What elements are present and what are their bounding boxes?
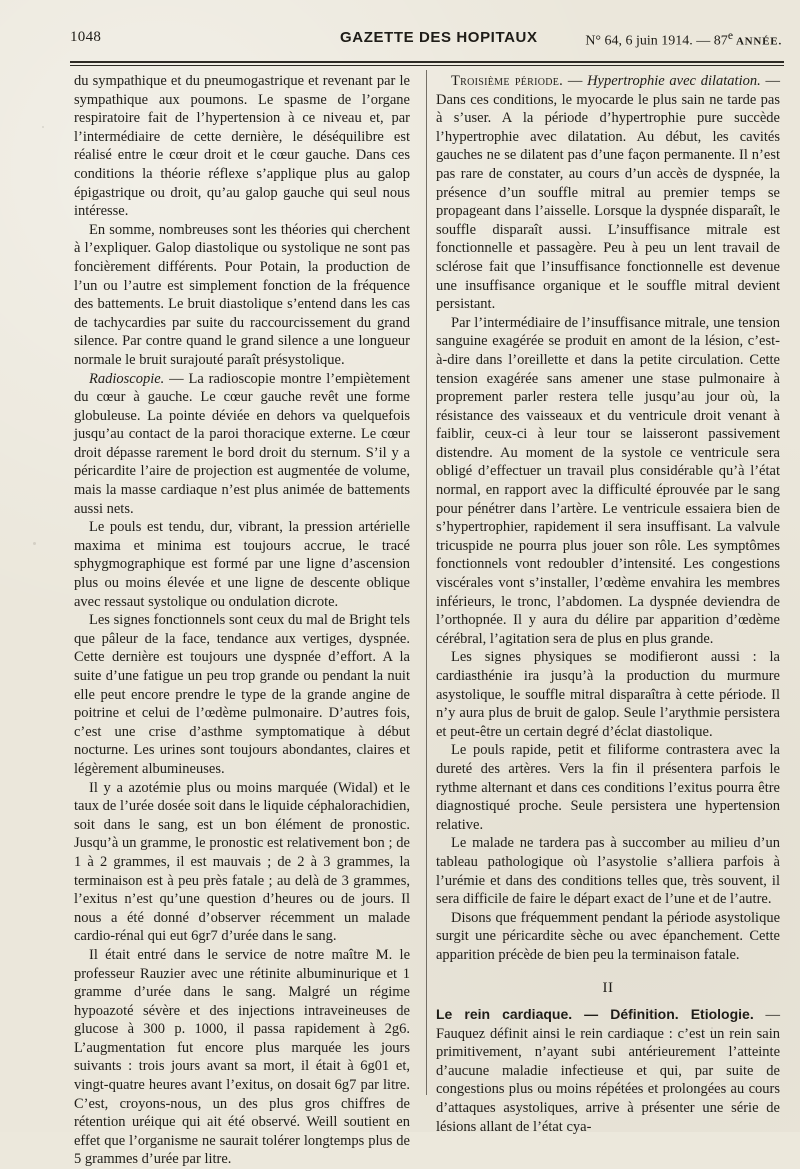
paper-speck — [42, 126, 44, 128]
header-rule-thin — [70, 65, 784, 66]
right-paragraph-5: Le malade ne tardera pas à succomber au milieu d’un tableau pathologique où l’asystolie s’alliera parfois à l’urémie et dans des conditions telles que, très souvent, il sera difficile de faire le départ exact de l’une et de l’autre. — [436, 835, 780, 908]
third-period-text: — Dans ces conditions, le myocarde le plus sain ne tarde pas à s’user. A la période d’hypertrophie pure succède l’hypertrophie avec dilatation. Au début, les cavités gauches ne se dilatent pas d’une façon permanente. Il n’est pas rare de constater, au cours d’un accès de dyspnée, la présence d’un souffle mitral au premier temps se propageant dans l’aisselle. Lorsque la dyspnée disparaît, le souffle disparaît aussi. L’insuffisance mitrale est fonctionnelle et passagère. Peu à peu un lent travail de sclérose fait que l’insuffisance fonctionnelle est devenue une insuffisance organique et le souffle mitral devient persistant. — [436, 73, 780, 313]
left-paragraph-3 — [74, 370, 410, 519]
header-rule-thick — [70, 61, 784, 63]
journal-title: GAZETTE DES HOPITAUX — [340, 29, 538, 46]
left-paragraph-7: Il était entré dans le service de notre maître M. le professeur Rauzier avec une rétinite albuminurique et 1 gramme d’urée dans le sang. Malgré un régime hypoazoté sévère et des injections intraveineuses de glucose à 300 p. 1000, il passa rapidement à 2g6. L’augmentation fut encore plus marquée les jours suivants : trois jours avant sa mort, il était à 6g01 et, vingt-quatre heures avant l’exitus, on dosait 6g7 par litre. C’est, croyons-nous, un des plus gros chiffres de rétention uréique qui ait été observé. Weill soutient en effet que l’organisme ne saurait tolérer longtemps plus de 5 grammes d’urée par litre. — [74, 946, 410, 1168]
right-paragraph-3: Les signes physiques se modifieront aussi : la cardiasthénie ira jusqu’à la production du murmure asystolique, le souffle mitral disparaîtra à cette période. Il n’y aura plus de bruit de galop. Seule l’arythmie persistera et peut-être un certain degré d’éclat diastolique. — [436, 649, 780, 740]
third-period-label: Troisième période. — [451, 73, 564, 89]
left-paragraph-4: Le pouls est tendu, dur, vibrant, la pression artérielle maxima et minima est toujours accrue, le tracé sphygmographique est formé par une ligne d’ascension plus ou moins élevée et une ligne de descente oblique avec ressaut systolique ou ondulation dicrote. — [74, 519, 410, 610]
right-paragraph-7 — [436, 1005, 780, 1136]
paper-speck — [711, 1027, 713, 1029]
section-numeral: II — [602, 979, 614, 996]
right-paragraph-4: Le pouls rapide, petit et filiforme contrastera avec la dureté des artères. Vers la fin il présentera parfois le rythme alternant et dans ces conditions l’exitus pourra être diagnostiqué proche. Seule persistera une hypertension relative. — [436, 742, 780, 833]
page-header — [70, 29, 782, 53]
issue-suffix: ANNÉE. — [733, 35, 782, 48]
left-paragraph-5: Les signes fonctionnels sont ceux du mal de Bright tels que pâleur de la face, tendance aux vertiges, dyspnée. Cette dernière est toujours une dyspnée d’effort. A la suite d’une fatigue un peu trop grande ou pendant la nuit elle peut encore prendre le type de la grande angine de poitrine et celui de l’œdème pulmonaire. D’autres fois, c’est une crise d’asthme symptomatique à début nocturne. Les urines sont toujours abondantes, claires et légèrement albumineuses. — [74, 612, 410, 777]
cardiac-kidney-title: Le rein cardiaque. — Définition. Etiologie. — [436, 1006, 754, 1023]
issue-suffix-superscript: e — [727, 29, 733, 42]
column-divider — [426, 70, 427, 1095]
paper-speck — [771, 781, 773, 783]
cardiac-kidney-text: — Fauquez définit ainsi le rein cardiaque : c’est un rein sain primitivement, n’ayant subi antérieurement l’atteinte d’aucune maladie infectieuse et qui, par suite de congestions plus ou moins répétées et prolongées au cours d’attaques asystoliques, arrive à présenter une série de lésions allant de l’état cya- — [436, 1007, 780, 1135]
right-column — [436, 72, 780, 1136]
page-number: 1048 — [70, 29, 102, 45]
right-paragraph-6: Disons que fréquemment pendant la période asystolique surgit une péricardite sèche ou avec épanchement. Cette apparition précède de bien peu la terminaison fatale. — [436, 909, 780, 963]
paper-speck — [33, 542, 36, 545]
issue-prefix: N° 64, 6 juin 1914. — 87 — [585, 33, 728, 49]
left-column — [74, 72, 410, 1169]
paper-speck — [606, 1108, 609, 1110]
left-paragraph-1: du sympathique et du pneumogastrique et revenant par le sympathique aux poumons. Le spasme de l’organe respiratoire fait de l’hypertension à ce niveau et, par l’intermédiaire de cette dernière, le déséquilibre est réalisé entre le cœur droit et le cœur gauche. Dans ces conditions la théorie réflexe s’applique plus au galop épigastrique ou droit, qu’au galop gauche qui seul nous intéresse. — [74, 73, 410, 220]
radioscopy-label: Radioscopie. — [89, 370, 165, 387]
left-paragraph-2: En somme, nombreuses sont les théories qui cherchent à l’expliquer. Galop diastolique ou systolique ne sont pas foncièrement différents. Pour Potain, la production de l’un ou l’autre est simplement fonction de la fréquence des battements. Le bruit diastolique s’entend dans les cas de tachycardies par suite du raccourcissement du grand silence. Par contre quand le grand silence a une longueur normale le bruit surajouté paraît présystolique. — [74, 221, 410, 368]
right-paragraph-2: Par l’intermédiaire de l’insuffisance mitrale, une tension sanguine exagérée se produit en amont de la lésion, c’est-à-dire dans l’oreillette et dans la petite circulation. Cette tension exagérée sans amener une stase pulmonaire à proprement parler restera telle jusqu’au jour où, la résistance des vaisseaux et du ventricule droit venant à faiblir, ceux-ci à leur tour se laisseront passivement distendre. Au moment de la systole ce ventricule sera obligé d’effectuer un travail plus considérable qu’à l’état normal, en rapport avec la difficulté éprouvée par le sang pour pénétrer dans l’artère. Le ventricule essaiera bien de s’hypertrophier, rapidement il sera insuffisant. La valvule tricuspide ne pourra plus jouer son rôle. Les symptômes fonctionnels vont redoubler d’intensité. Les congestions viscérales vont s’installer, l’œdème envahira les membres inférieurs, le tronc, l’abdomen. La dyspnée deviendra de l’orthopnée. Il y aura du délire par apparition d’œdème cérébral, l’agitation sera de plus en plus grande. — [436, 314, 780, 647]
left-paragraph-6: Il y a azotémie plus ou moins marquée (Widal) et le taux de l’urée dosée soit dans le liquide céphalorachidien, soit dans le sang, est un bon élément de pronostic. Jusqu’à un gramme, le pronostic est relativement bon ; de 1 à 2 grammes, il est mauvais ; de 2 à 3 grammes, la terminaison est à peu près fatale ; au delà de 3 grammes, l’exitus n’est qu’une question d’heures ou de jours. Il nous a été donné d’observer récemment un malade cardio-rénal qui eut 6gr7 d’urée dans le sang. — [74, 779, 410, 945]
third-period-title: Hypertrophie avec dilatation. — [587, 73, 761, 89]
issue-info — [585, 29, 782, 50]
radioscopy-text: — La radioscopie montre l’empiètement du cœur à gauche. Le cœur gauche revêt une forme globuleuse. La pointe déviée en dehors va quelquefois jusqu’au contact de la paroi thoracique externe. Le cœur droit dépasse rarement le bord droit du sternum. S’il y a péricardite l’aire de projection est augmentée de volume, mais la masse cardiaque n’est plus animée de battements aussi nets. — [74, 370, 410, 517]
right-paragraph-1: Troisième période. — Hypertrophie avec dilatation. — Dans ces conditions, le myocarde le plus sain ne tarde pas à s’user. A la période d’hypertrophie pure succède l’hypertrophie avec dilatation. Au début, les cavités gauches ne se dilatent pas d’une façon permanente. Il n’est pas rare de constater, au cours d’un accès de dyspnée, la présence d’un souffle mitral au premier temps se propageant dans l’aisselle. Lorsque la dyspnée disparaît, le souffle disparaît aussi. L’insuffisance mitrale est fonctionnelle et passagère. Peu à peu un lent travail de sclérose fait que l’insuffisance fonctionnelle est devenue une insuffisance organique et le souffle mitral devient persistant. — [436, 73, 780, 313]
